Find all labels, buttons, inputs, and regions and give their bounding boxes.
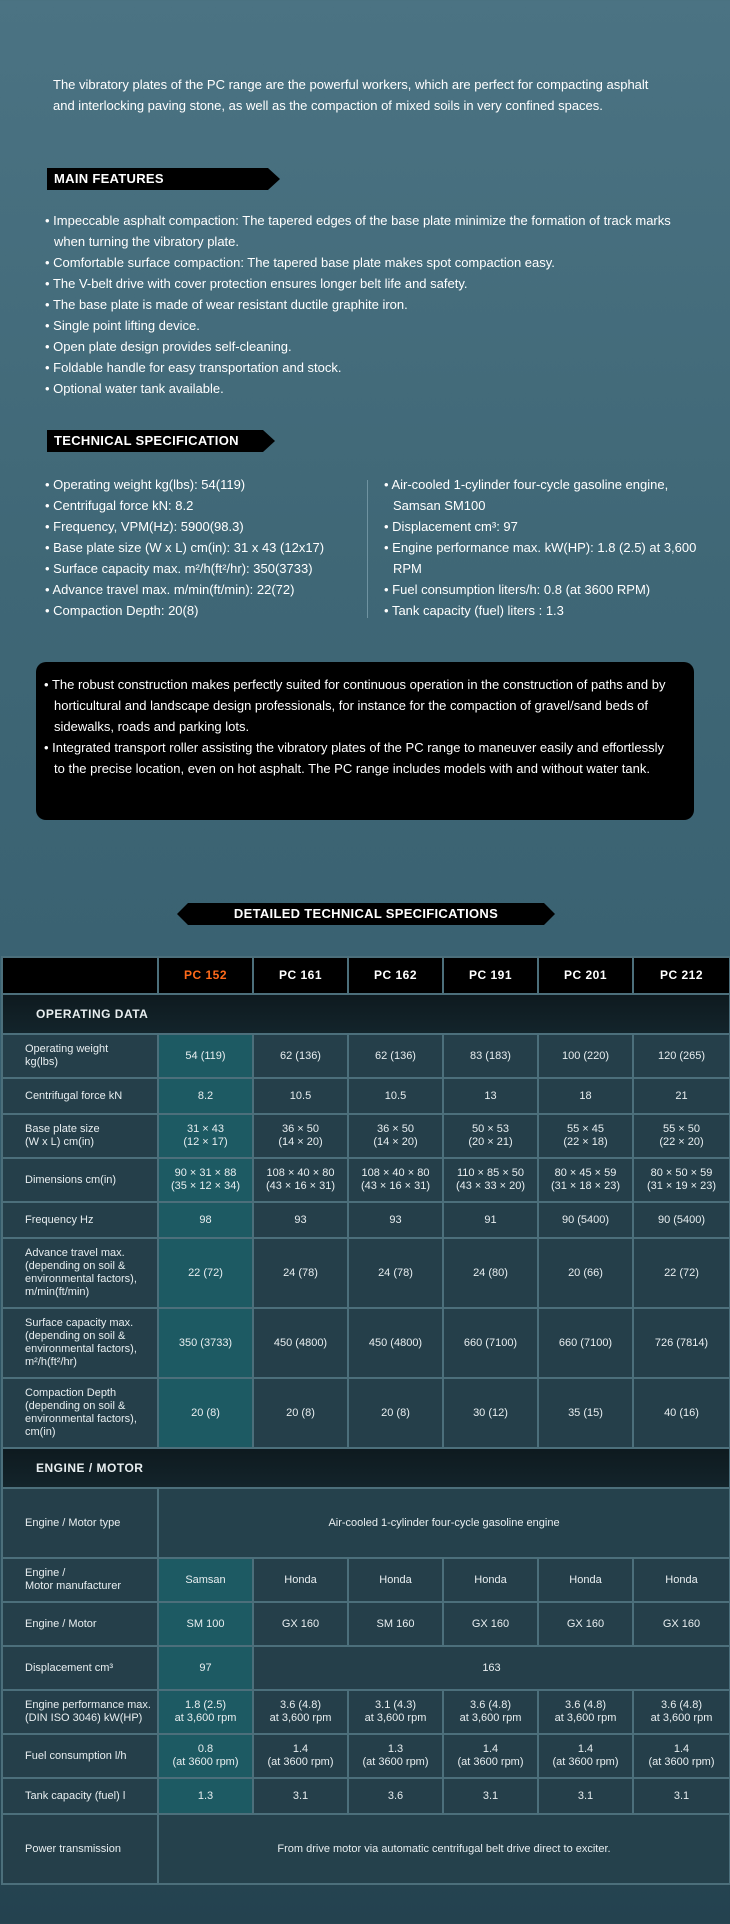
operating-data-group-title: OPERATING DATA [2,994,730,1034]
spec-item: • Frequency, VPM(Hz): 5900(98.3) [45,516,365,537]
spec-item: • Centrifugal force kN: 8.2 [45,495,365,516]
table-cell: 20 (66) [538,1238,633,1308]
feature-item: • Single point lifting device. [45,315,685,336]
table-cell: 18 [538,1078,633,1114]
intro-text: The vibratory plates of the PC range are the powerful workers, which are perfect for compacting asphalt and interlocking paving stone, as well as the compaction of mixed soils in very confined spaces. [53,77,649,113]
table-cell: 62 (136) [253,1034,348,1078]
table-cell: 80 × 50 × 59 (31 × 19 × 23) [633,1158,730,1202]
row-label: Tank capacity (fuel) l [2,1778,158,1814]
table-cell: SM 160 [348,1602,443,1646]
table-cell: 726 (7814) [633,1308,730,1378]
table-cell: 660 (7100) [538,1308,633,1378]
table-cell: 36 × 50 (14 × 20) [253,1114,348,1158]
spec-item: • Engine performance max. kW(HP): 1.8 (2.5) at 3,600 RPM [384,537,714,579]
table-cell: 350 (3733) [158,1308,253,1378]
row-label: Engine performance max. (DIN ISO 3046) kW(HP) [2,1690,158,1734]
feature-item: • Comfortable surface compaction: The tapered base plate makes spot compaction easy. [45,252,685,273]
table-cell: 3.6 (4.8) at 3,600 rpm [633,1690,730,1734]
table-cell: 3.6 (4.8) at 3,600 rpm [443,1690,538,1734]
table-cell: 3.6 (4.8) at 3,600 rpm [538,1690,633,1734]
engine-motor-group [2,1448,730,1488]
row-label: Centrifugal force kN [2,1078,158,1114]
table-cell: 110 × 85 × 50 (43 × 33 × 20) [443,1158,538,1202]
table-cell: 3.1 [538,1778,633,1814]
table-cell: 90 (5400) [633,1202,730,1238]
table-cell: 93 [253,1202,348,1238]
table-cell: 91 [443,1202,538,1238]
model-header: PC 191 [443,957,538,994]
table-cell: 20 (8) [348,1378,443,1448]
table-row [2,1238,730,1308]
table-cell: 1.3 [158,1778,253,1814]
row-label: Advance travel max. (depending on soil & environmental factors), m/min(ft/min) [2,1238,158,1308]
table-cell: 3.1 [443,1778,538,1814]
table-row [2,1158,730,1202]
spec-divider [367,480,368,618]
table-cell: 1.8 (2.5) at 3,600 rpm [158,1690,253,1734]
spec-item: • Surface capacity max. m²/h(ft²/hr): 350(3733) [45,558,365,579]
table-cell: 40 (16) [633,1378,730,1448]
table-cell: 21 [633,1078,730,1114]
row-label: Engine / Motor [2,1602,158,1646]
spec-item: • Advance travel max. m/min(ft/min): 22(72) [45,579,365,600]
row-label: Fuel consumption l/h [2,1734,158,1778]
table-cell: 0.8 (at 3600 rpm) [158,1734,253,1778]
table-cell: Honda [538,1558,633,1602]
feature-item: • The base plate is made of wear resistant ductile graphite iron. [45,294,685,315]
row-label: Power transmission [2,1814,158,1884]
row-label: Operating weight kg(lbs) [2,1034,158,1078]
table-row [2,1202,730,1238]
table-cell: 163 [253,1646,730,1690]
table-cell: Honda [443,1558,538,1602]
spec-item: • Tank capacity (fuel) liters : 1.3 [384,600,714,621]
table-cell: 1.4 (at 3600 rpm) [443,1734,538,1778]
table-cell: 1.4 (at 3600 rpm) [253,1734,348,1778]
table-row [2,1078,730,1114]
spec-list-right [384,474,714,621]
table-row [2,1734,730,1778]
spec-table [1,956,730,1885]
feature-item: • Optional water tank available. [45,378,685,399]
row-label: Engine / Motor type [2,1488,158,1558]
model-header: PC 152 [158,957,253,994]
table-cell: 97 [158,1646,253,1690]
table-cell: 100 (220) [538,1034,633,1078]
feature-item: • Foldable handle for easy transportation and stock. [45,357,685,378]
table-row [2,1034,730,1078]
spec-item: • Compaction Depth: 20(8) [45,600,365,621]
table-row [2,1488,730,1558]
row-label: Frequency Hz [2,1202,158,1238]
table-cell: 24 (80) [443,1238,538,1308]
header-blank [2,957,158,994]
spec-item: • Fuel consumption liters/h: 0.8 (at 3600 RPM) [384,579,714,600]
row-label: Base plate size (W x L) cm(in) [2,1114,158,1158]
table-row [2,1558,730,1602]
table-cell: 90 × 31 × 88 (35 × 12 × 34) [158,1158,253,1202]
row-label: Dimensions cm(in) [2,1158,158,1202]
table-cell: 120 (265) [633,1034,730,1078]
table-cell: GX 160 [633,1602,730,1646]
table-cell: 108 × 40 × 80 (43 × 16 × 31) [348,1158,443,1202]
table-row [2,1778,730,1814]
engine-motor-group-title: ENGINE / MOTOR [2,1448,730,1488]
table-cell: 98 [158,1202,253,1238]
highlight-item: • The robust construction makes perfectly suited for continuous operation in the construction of paths and by horticultural and landscape design professionals, for instance for the compaction of gravel/sand beds of sidewalks, roads and parking lots. [44,674,676,737]
spec-item: • Air-cooled 1-cylinder four-cycle gasoline engine, Samsan SM100 [384,474,714,516]
table-cell: 3.6 (4.8) at 3,600 rpm [253,1690,348,1734]
highlights-list [44,674,676,779]
table-cell: 3.6 [348,1778,443,1814]
table-cell: Honda [348,1558,443,1602]
model-header-row [2,957,730,994]
table-row [2,1602,730,1646]
table-cell: 3.1 [633,1778,730,1814]
row-label: Displacement cm³ [2,1646,158,1690]
table-cell: 3.1 [253,1778,348,1814]
table-row [2,1690,730,1734]
main-features-list [45,210,685,399]
table-cell: 80 × 45 × 59 (31 × 18 × 23) [538,1158,633,1202]
table-cell: 50 × 53 (20 × 21) [443,1114,538,1158]
row-label: Engine / Motor manufacturer [2,1558,158,1602]
table-cell: SM 100 [158,1602,253,1646]
table-cell: 10.5 [253,1078,348,1114]
table-cell: 660 (7100) [443,1308,538,1378]
table-row [2,1114,730,1158]
table-row [2,1814,730,1884]
feature-item: • Impeccable asphalt compaction: The tapered edges of the base plate minimize the formation of track marks when turning the vibratory plate. [45,210,685,252]
spec-item: • Operating weight kg(lbs): 54(119) [45,474,365,495]
row-label: Compaction Depth (depending on soil & environmental factors), cm(in) [2,1378,158,1448]
table-cell: 20 (8) [253,1378,348,1448]
table-cell: Honda [253,1558,348,1602]
technical-spec-heading: TECHNICAL SPECIFICATION [47,430,263,452]
table-cell: 36 × 50 (14 × 20) [348,1114,443,1158]
table-cell: 30 (12) [443,1378,538,1448]
table-cell: 450 (4800) [348,1308,443,1378]
table-cell: 31 × 43 (12 × 17) [158,1114,253,1158]
table-cell: GX 160 [538,1602,633,1646]
feature-item: • Open plate design provides self-cleaning. [45,336,685,357]
feature-item: • The V-belt drive with cover protection ensures longer belt life and safety. [45,273,685,294]
table-row [2,1646,730,1690]
table-cell: 22 (72) [158,1238,253,1308]
operating-data-group [2,994,730,1034]
spec-item: • Displacement cm³: 97 [384,516,714,537]
table-cell: Samsan [158,1558,253,1602]
table-cell: Air-cooled 1-cylinder four-cycle gasoline engine [158,1488,730,1558]
model-header: PC 161 [253,957,348,994]
table-cell: 1.3 (at 3600 rpm) [348,1734,443,1778]
model-header: PC 201 [538,957,633,994]
table-cell: 83 (183) [443,1034,538,1078]
table-cell: 55 × 45 (22 × 18) [538,1114,633,1158]
table-cell: 20 (8) [158,1378,253,1448]
table-cell: 55 × 50 (22 × 20) [633,1114,730,1158]
table-cell: GX 160 [253,1602,348,1646]
table-cell: 1.4 (at 3600 rpm) [538,1734,633,1778]
table-cell: 54 (119) [158,1034,253,1078]
spec-list-left [45,474,365,621]
table-cell: 450 (4800) [253,1308,348,1378]
table-cell: GX 160 [443,1602,538,1646]
table-cell: 24 (78) [348,1238,443,1308]
table-cell: 13 [443,1078,538,1114]
highlights-box [36,662,694,820]
table-cell: 93 [348,1202,443,1238]
model-header: PC 162 [348,957,443,994]
table-cell: 10.5 [348,1078,443,1114]
table-cell: 22 (72) [633,1238,730,1308]
table-cell: 8.2 [158,1078,253,1114]
table-cell: 90 (5400) [538,1202,633,1238]
table-row [2,1308,730,1378]
table-cell: Honda [633,1558,730,1602]
row-label: Surface capacity max. (depending on soil & environmental factors), m²/h(ft²/hr) [2,1308,158,1378]
table-cell: 3.1 (4.3) at 3,600 rpm [348,1690,443,1734]
model-header: PC 212 [633,957,730,994]
table-cell: From drive motor via automatic centrifugal belt drive direct to exciter. [158,1814,730,1884]
table-row [2,1378,730,1448]
table-cell: 62 (136) [348,1034,443,1078]
table-cell: 1.4 (at 3600 rpm) [633,1734,730,1778]
table-cell: 108 × 40 × 80 (43 × 16 × 31) [253,1158,348,1202]
table-cell: 35 (15) [538,1378,633,1448]
main-features-heading: MAIN FEATURES [47,168,268,190]
detailed-spec-heading: DETAILED TECHNICAL SPECIFICATIONS [188,903,544,925]
spec-item: • Base plate size (W x L) cm(in): 31 x 43 (12x17) [45,537,365,558]
highlight-item: • Integrated transport roller assisting the vibratory plates of the PC range to maneuver easily and effortlessly to the precise location, even on hot asphalt. The PC range includes models with and without water tank. [44,737,676,779]
table-cell: 24 (78) [253,1238,348,1308]
